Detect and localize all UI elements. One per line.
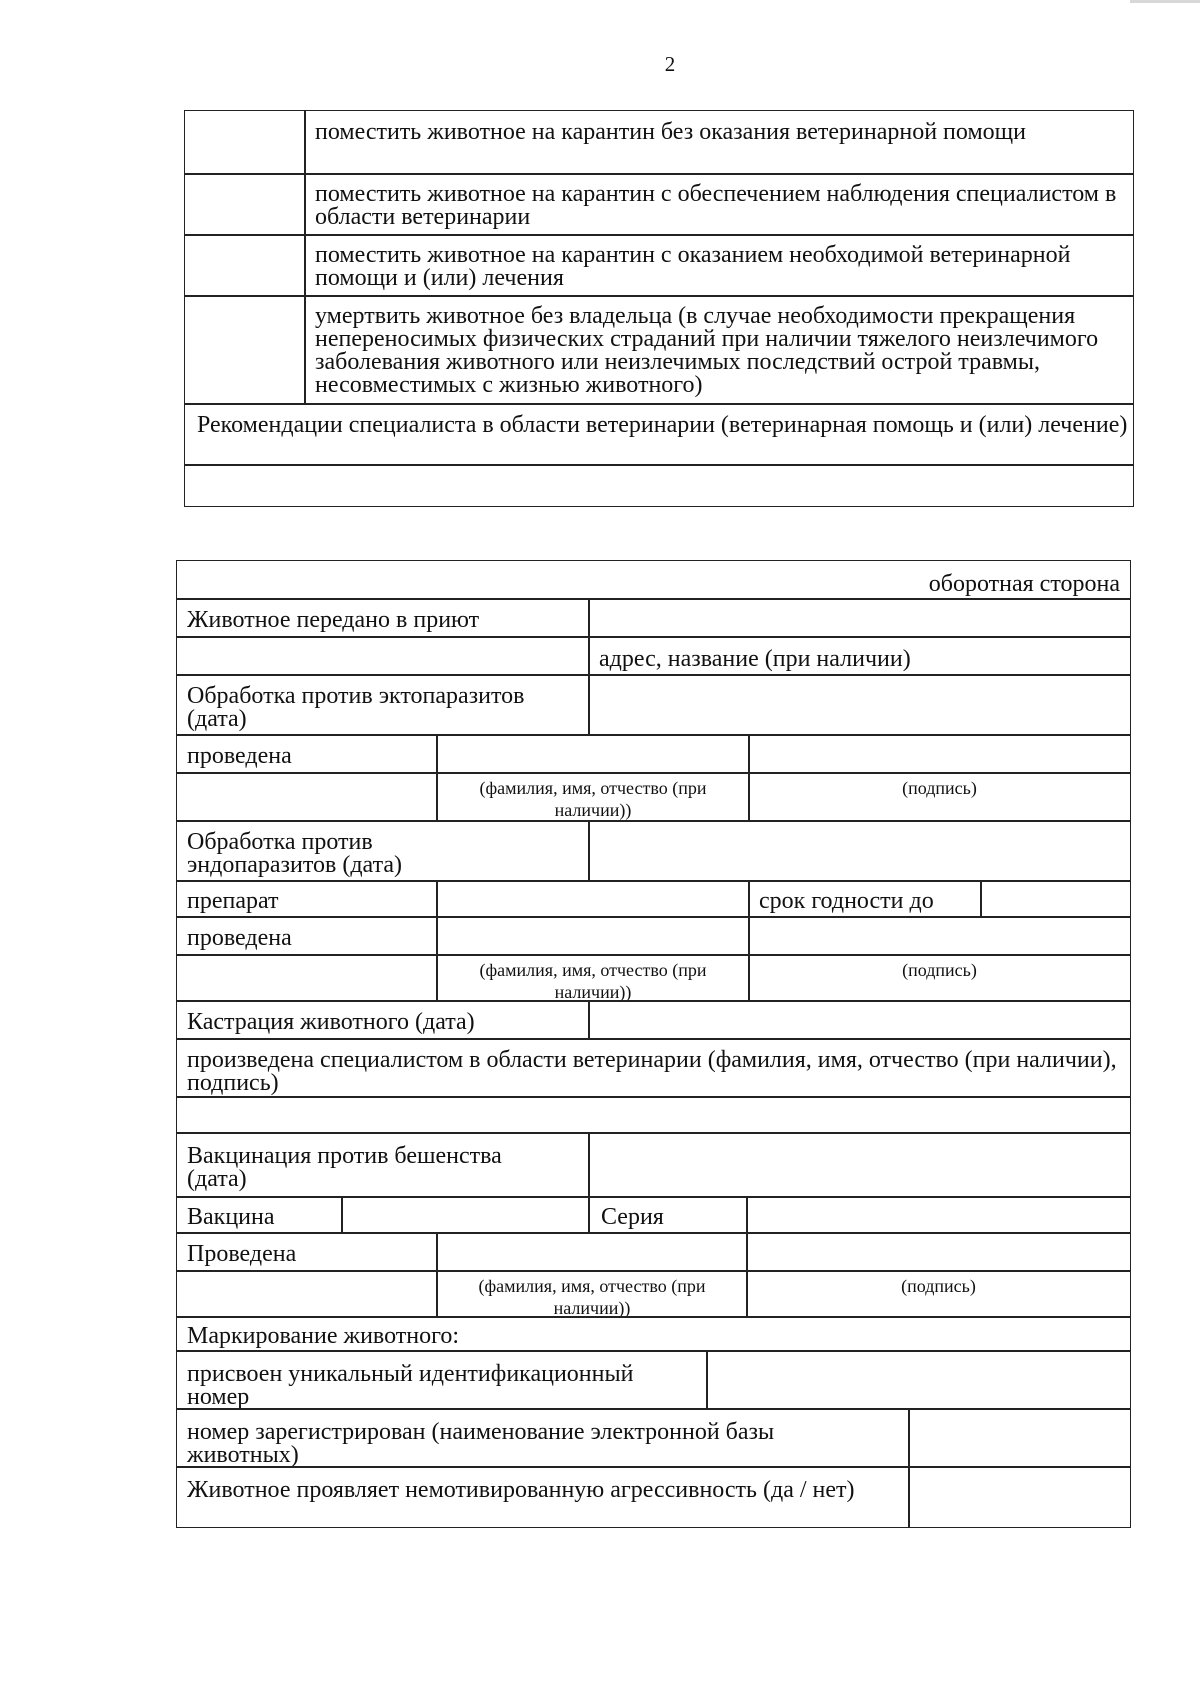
table-cell (176, 880, 438, 918)
castration-by-field[interactable] (176, 1096, 1131, 1134)
ecto-date-field[interactable] (588, 674, 1131, 736)
table-cell (176, 820, 590, 882)
table-cell (748, 880, 982, 918)
recommendations-label: Рекомендации специалиста в области ветеринарии (ветеринарная помощь и (или) лечение) (197, 412, 1128, 438)
table-cell-empty (176, 954, 438, 1002)
rabies-signature-field[interactable] (746, 1232, 1131, 1272)
reverse-side-table (176, 560, 1131, 1566)
table-cell-empty (184, 110, 306, 175)
endo-fio-hint: (фамилия, имя, отчество (при наличии)) (479, 960, 707, 1002)
page-number: 2 (664, 52, 676, 76)
ecto-signature-field[interactable] (748, 734, 1131, 774)
address-hint: адрес, название (при наличии) (599, 646, 911, 672)
table-cell (436, 772, 750, 822)
quarantine-options-table (184, 110, 1134, 507)
vaccine-label: Вакцина (187, 1204, 275, 1230)
database-field[interactable] (908, 1408, 1131, 1468)
id-assigned-label: присвоен уникальный идентификационный номер (187, 1361, 634, 1410)
id-number-field[interactable] (706, 1350, 1131, 1410)
registered-label: номер зарегистрирован (наименование электронной базы животных) (187, 1419, 775, 1468)
shelter-field[interactable] (588, 598, 1131, 638)
option-euthanize: умертвить животное без владельца (в случае необходимости прекращения непереносимых физических страданий при наличии тяжелого неизлечимого заболевания животного или неизлечимых последствий острой травмы, несовместимых с жизнью животного) (315, 303, 1099, 398)
expiry-label: срок годности до (759, 888, 934, 914)
table-cell (748, 954, 1131, 1002)
table-row (304, 110, 1134, 175)
series-field[interactable] (746, 1196, 1131, 1234)
castration-by-label: произведена специалистом в области ветеринарии (фамилия, имя, отчество (при наличии), подпись) (187, 1047, 1117, 1096)
aggression-field[interactable] (908, 1466, 1131, 1528)
table-cell (436, 1270, 748, 1318)
table-row (184, 403, 1134, 466)
table-cell (176, 1408, 910, 1468)
series-label: Серия (601, 1204, 664, 1230)
rabies-date-field[interactable] (588, 1132, 1131, 1198)
table-cell (176, 1232, 438, 1272)
aggression-label: Животное проявляет немотивированную агрессивность (да / нет) (187, 1477, 855, 1503)
ecto-label: Обработка против эктопаразитов (дата) (187, 683, 525, 732)
reverse-side-label: оборотная сторона (928, 571, 1120, 597)
rabies-performed-label: Проведена (187, 1241, 297, 1267)
table-cell (176, 1132, 590, 1198)
table-cell (176, 734, 438, 774)
endo-signature-field[interactable] (748, 916, 1131, 956)
marking-label: Маркирование животного: (187, 1323, 460, 1349)
table-cell-empty (184, 173, 306, 236)
table-cell-empty (176, 1270, 438, 1318)
table-row (176, 1038, 1131, 1098)
table-cell-empty (176, 636, 590, 676)
table-row (176, 560, 1131, 600)
table-cell (176, 1196, 343, 1234)
rabies-fio-field[interactable] (436, 1232, 748, 1272)
table-cell (588, 1196, 748, 1234)
endo-performed-label: проведена (187, 925, 292, 951)
rabies-signature-hint: (подпись) (901, 1276, 976, 1296)
scan-edge-mark (1130, 0, 1200, 3)
table-cell (588, 636, 1131, 676)
drug-label: препарат (187, 888, 279, 914)
endo-fio-field[interactable] (436, 916, 750, 956)
ecto-performed-label: проведена (187, 743, 292, 769)
option-quarantine-observation: поместить животное на карантин с обеспечением наблюдения специалистом в области ветеринарии (315, 181, 1117, 230)
ecto-fio-field[interactable] (436, 734, 750, 774)
table-cell-empty (176, 772, 438, 822)
table-cell (176, 1000, 590, 1040)
rabies-label: Вакцинация против бешенства (дата) (187, 1143, 502, 1192)
table-row (304, 173, 1134, 236)
castration-date-field[interactable] (588, 1000, 1131, 1040)
table-cell (748, 772, 1131, 822)
table-cell (176, 916, 438, 956)
table-cell (176, 1350, 708, 1410)
endo-label: Обработка против эндопаразитов (дата) (187, 829, 402, 878)
endo-signature-hint: (подпись) (902, 960, 977, 980)
ecto-signature-hint: (подпись) (902, 778, 977, 798)
drug-field[interactable] (436, 880, 750, 918)
table-row (304, 295, 1134, 405)
expiry-field[interactable] (980, 880, 1131, 918)
table-cell-empty (184, 295, 306, 405)
rabies-fio-hint: (фамилия, имя, отчество (при наличии)) (478, 1276, 706, 1318)
ecto-fio-hint: (фамилия, имя, отчество (при наличии)) (479, 778, 707, 820)
table-row (304, 234, 1134, 297)
table-cell (176, 598, 590, 638)
option-quarantine-treatment: поместить животное на карантин с оказанием необходимой ветеринарной помощи и (или) лечения (315, 242, 1071, 291)
table-cell (746, 1270, 1131, 1318)
vaccine-field[interactable] (341, 1196, 590, 1234)
endo-date-field[interactable] (588, 820, 1131, 882)
table-cell (176, 674, 590, 736)
option-quarantine-no-help: поместить животное на карантин без оказания ветеринарной помощи (315, 119, 1026, 145)
table-cell (436, 954, 750, 1002)
recommendations-field[interactable] (184, 464, 1134, 507)
table-row (176, 1316, 1131, 1352)
shelter-label: Животное передано в приют (187, 607, 480, 633)
table-cell (176, 1466, 910, 1528)
table-cell-empty (184, 234, 306, 297)
castration-label: Кастрация животного (дата) (187, 1009, 475, 1035)
